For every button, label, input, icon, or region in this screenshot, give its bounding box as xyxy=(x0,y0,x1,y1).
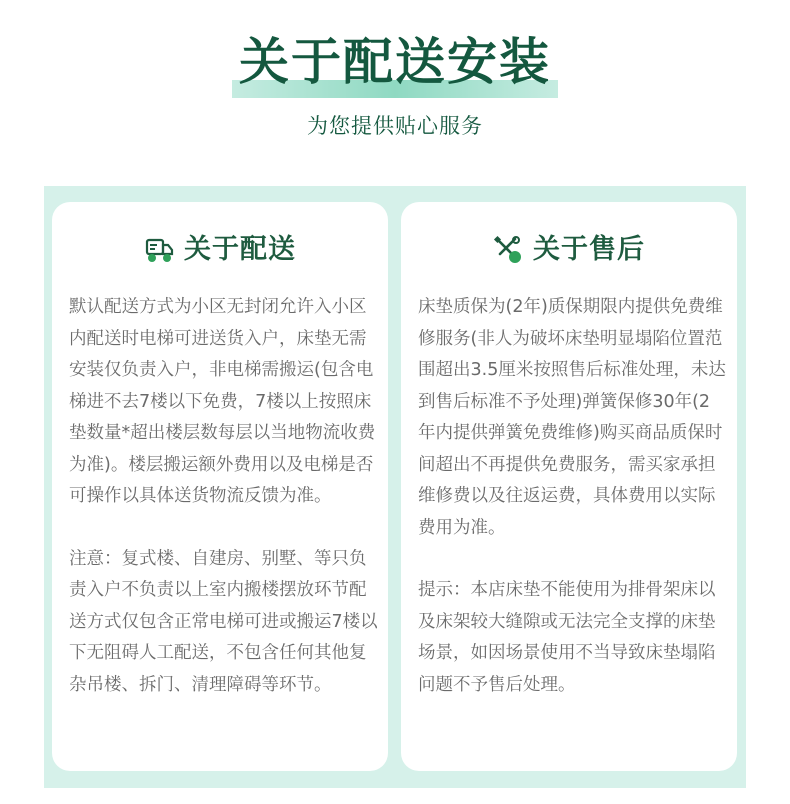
delivery-card-title: 关于配送 xyxy=(184,234,296,265)
after-sales-paragraph-2: 提示：本店床垫不能使用为排骨架床以及床架较大缝隙或无法完全支撑的床垫场景，如因场景使用不当导致床垫塌陷问题不予售后处理。 xyxy=(418,580,716,695)
delivery-card xyxy=(52,202,388,771)
delivery-truck-icon xyxy=(144,235,174,265)
delivery-card-header xyxy=(52,230,388,270)
after-sales-card-title: 关于售后 xyxy=(533,234,645,265)
after-sales-card-body xyxy=(418,292,727,732)
delivery-card-body xyxy=(69,292,378,732)
header xyxy=(0,0,790,190)
after-sales-card-header xyxy=(401,230,737,270)
delivery-paragraph-2: 注意：复式楼、自建房、别墅、等只负责入户不负责以上室内搬楼摆放环节配送方式仅包含正常电梯可进或搬运7楼以下无阻碍人工配送，不包含任何其他复杂吊楼、拆门、清理障碍等环节。 xyxy=(69,548,378,695)
page-subtitle: 为您提供贴心服务 xyxy=(307,114,483,138)
wrench-screwdriver-icon xyxy=(493,235,523,265)
after-sales-card xyxy=(401,202,737,771)
delivery-paragraph-1: 默认配送方式为小区无封闭允许入小区内配送时电梯可进送货入户，床垫无需安装仅负责入户，非电梯需搬运(包含电梯进不去7楼以下免费，7楼以上按照床垫数量*超出楼层数每层以当地物流收费为准)。楼层搬运额外费用以及电梯是否可操作以具体送货物流反馈为准。 xyxy=(69,297,376,506)
after-sales-paragraph-1: 床垫质保为(2年)质保期限内提供免费维修服务(非人为破坏床垫明显塌陷位置范围超出3.5厘米按照售后标准处理，未达到售后标准不予处理)弹簧保修30年(2年内提供弹簧免费维修)购买商品质保时间超出不再提供免费服务，需买家承担维修费以及往返运费，具体费用以实际费用为准。 xyxy=(418,297,726,538)
page-title: 关于配送安装 xyxy=(239,33,551,91)
